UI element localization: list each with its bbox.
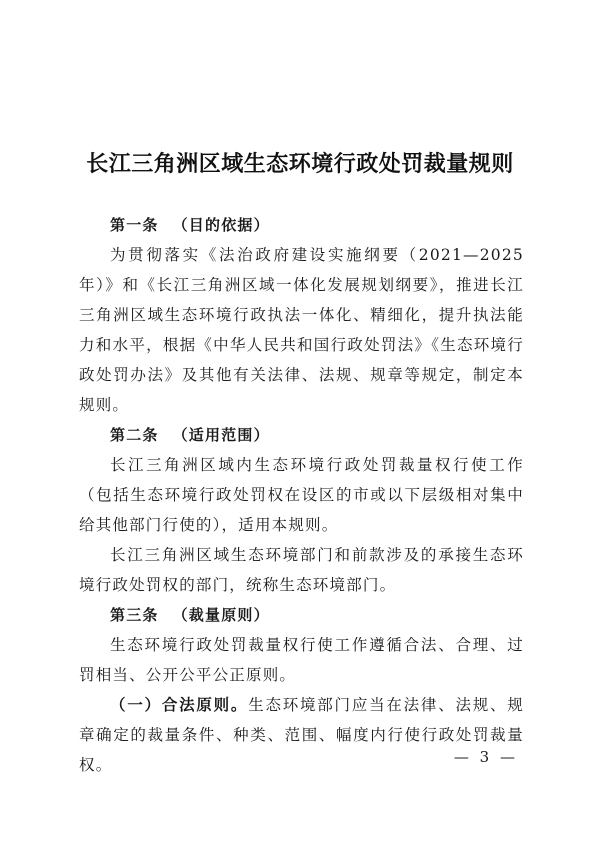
page-number: — 3 — bbox=[453, 748, 518, 766]
article-paragraph: 生态环境行政处罚裁量权行使工作遵循合法、合理、过罚相当、公开公平公正原则。 bbox=[79, 636, 524, 684]
article-subject: （裁量原则） bbox=[172, 606, 270, 624]
article-paragraph: 长江三角洲区域生态环境部门和前款涉及的承接生态环境行政处罚权的部门，统称生态环境部门。 bbox=[79, 546, 524, 594]
article-heading bbox=[79, 600, 524, 630]
item-text: 生态环境部门应当在法律、法规、规章确定的裁量条件、种类、范围、幅度内行使行政处罚裁量权。 bbox=[79, 696, 524, 774]
article-subject: （目的依据） bbox=[172, 216, 270, 234]
item-lead: （一）合法原则。 bbox=[110, 696, 249, 714]
article-subject: （适用范围） bbox=[172, 426, 270, 444]
article-number: 第二条 bbox=[110, 426, 159, 444]
document-body bbox=[79, 210, 524, 780]
article-heading bbox=[79, 420, 524, 450]
article-paragraph: 长江三角洲区域内生态环境行政处罚裁量权行使工作（包括生态环境行政处罚权在设区的市或以下层级相对集中给其他部门行使的），适用本规则。 bbox=[79, 456, 524, 534]
article-heading bbox=[79, 210, 524, 240]
article-item bbox=[79, 690, 524, 780]
article-number: 第一条 bbox=[110, 216, 159, 234]
document-title: 长江三角洲区域生态环境行政处罚裁量规则 bbox=[86, 152, 514, 177]
article-number: 第三条 bbox=[110, 606, 159, 624]
article-paragraph: 为贯彻落实《法治政府建设实施纲要（2021—2025 年）》和《长江三角洲区域一体化发展规划纲要》，推进长江三角洲区域生态环境行政执法一体化、精细化，提升执法能力和水平，根据《中华人民共和国行政处罚法》《生态环境行政处罚办法》及其他有关法律、法规、规章等规定，制定本规则。 bbox=[79, 246, 524, 414]
